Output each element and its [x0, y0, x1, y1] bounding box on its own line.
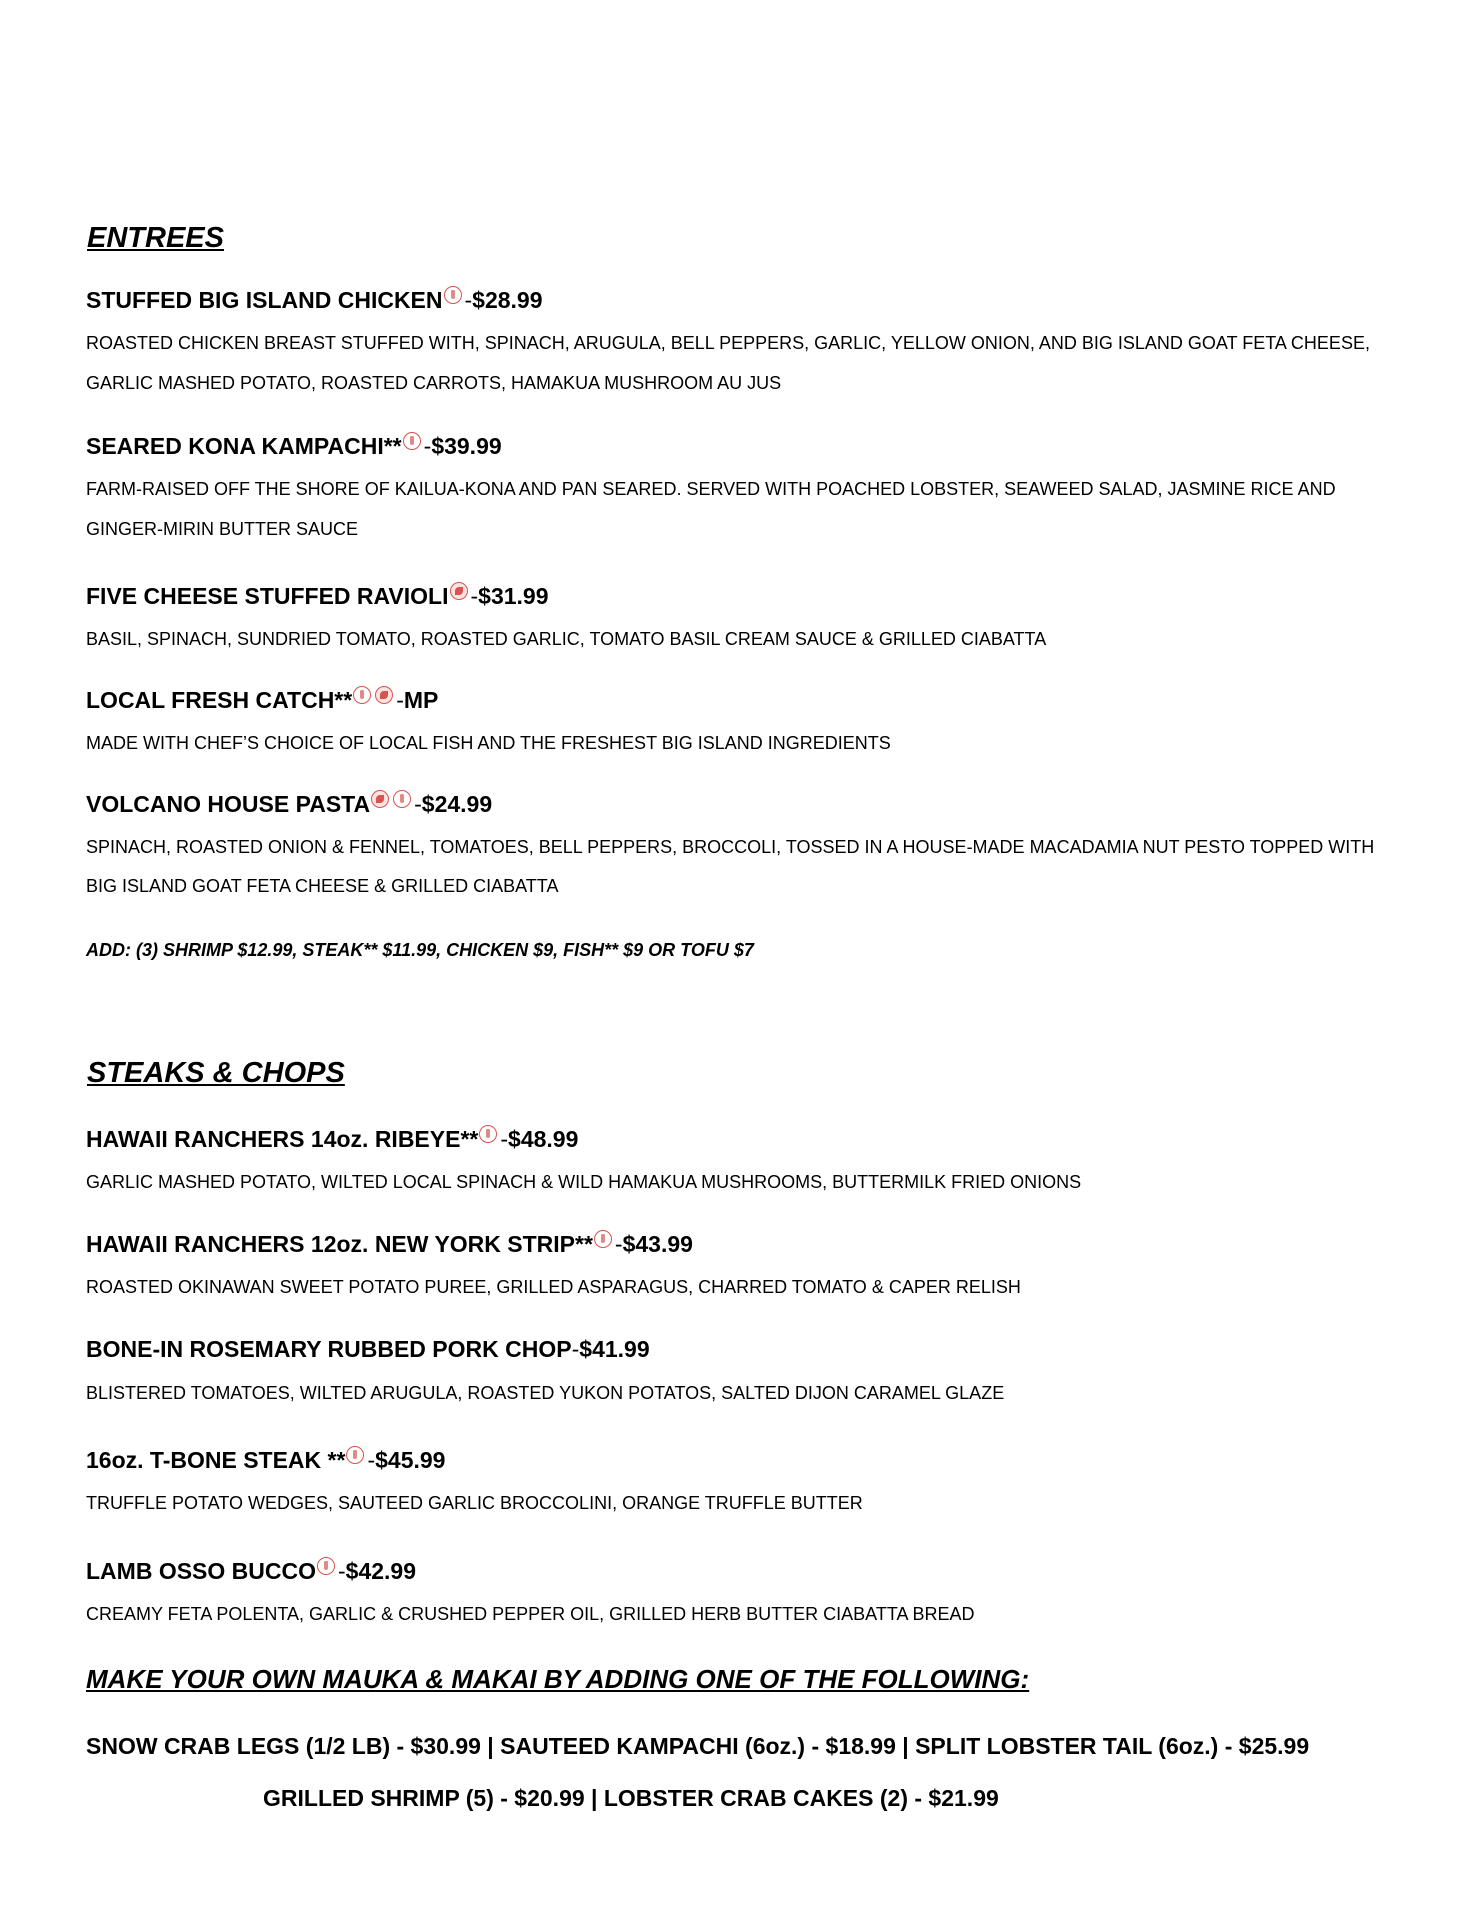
menu-item-title [86, 686, 438, 714]
section-title-entrees: ENTREES [87, 222, 224, 254]
item-price: $24.99 [421, 791, 493, 817]
item-description: MADE WITH CHEF’S CHOICE OF LOCAL FISH AND THE FRESHEST BIG ISLAND INGREDIENTS [86, 733, 891, 753]
item-name: SEARED KONA KAMPACHI** [86, 433, 402, 459]
price-separator: - [571, 1336, 580, 1362]
item-description: ROASTED CHICKEN BREAST STUFFED WITH, SPINACH, ARUGULA, BELL PEPPERS, GARLIC, YELLOW ONION, AND BIG ISLAND GOAT FETA CHEESE, [86, 333, 1370, 353]
item-price: $43.99 [622, 1231, 693, 1257]
price-separator: - [414, 791, 422, 817]
section-title-steaks: STEAKS & CHOPS [87, 1057, 345, 1089]
menu-item-title [86, 1557, 416, 1585]
item-description: TRUFFLE POTATO WEDGES, SAUTEED GARLIC BROCCOLINI, ORANGE TRUFFLE BUTTER [86, 1493, 863, 1513]
item-name: STUFFED BIG ISLAND CHICKEN [86, 287, 443, 313]
item-name: LAMB OSSO BUCCO [86, 1558, 316, 1584]
item-description: BIG ISLAND GOAT FETA CHEESE & GRILLED CIABATTA [86, 876, 559, 896]
item-description: GARLIC MASHED POTATO, WILTED LOCAL SPINACH & WILD HAMAKUA MUSHROOMS, BUTTERMILK FRIED ONIONS [86, 1172, 1082, 1192]
item-description: BASIL, SPINACH, SUNDRIED TOMATO, ROASTED GARLIC, TOMATO BASIL CREAM SAUCE & GRILLED CIABATTA [86, 629, 1047, 649]
menu-item-title [86, 790, 492, 818]
item-description: ROASTED OKINAWAN SWEET POTATO PUREE, GRILLED ASPARAGUS, CHARRED TOMATO & CAPER RELISH [86, 1277, 1021, 1297]
item-name: HAWAII RANCHERS 14oz. RIBEYE** [86, 1126, 479, 1152]
item-price: $31.99 [478, 583, 549, 609]
menu-item-title [86, 1230, 693, 1258]
item-price: $28.99 [472, 287, 543, 313]
price-separator: - [367, 1447, 376, 1473]
item-name: HAWAII RANCHERS 12oz. NEW YORK STRIP** [86, 1231, 593, 1257]
vegetarian-icon [450, 582, 468, 600]
price-separator: - [464, 287, 473, 313]
mauka-makai-options: GRILLED SHRIMP (5) - $20.99 | LOBSTER CRAB CAKES (2) - $21.99 [263, 1785, 999, 1811]
gluten-free-icon [403, 432, 421, 450]
price-separator: - [338, 1558, 346, 1584]
price-separator: - [500, 1126, 509, 1152]
add-ons-note: ADD: (3) SHRIMP $12.99, STEAK** $11.99, CHICKEN $9, FISH** $9 OR TOFU $7 [86, 940, 754, 960]
menu-item-title [86, 1125, 578, 1153]
gluten-free-icon [346, 1446, 364, 1464]
gluten-free-icon [353, 686, 371, 704]
item-price: $48.99 [508, 1126, 579, 1152]
item-description: GARLIC MASHED POTATO, ROASTED CARROTS, HAMAKUA MUSHROOM AU JUS [86, 373, 782, 393]
price-separator: - [396, 687, 404, 713]
item-price: $41.99 [579, 1336, 650, 1362]
menu-item-title [86, 286, 543, 314]
item-description: BLISTERED TOMATOES, WILTED ARUGULA, ROASTED YUKON POTATOS, SALTED DIJON CARAMEL GLAZE [86, 1383, 1005, 1403]
item-price: $39.99 [431, 433, 502, 459]
gluten-free-icon [479, 1125, 497, 1143]
gluten-free-icon [594, 1230, 612, 1248]
price-separator: - [614, 1231, 623, 1257]
menu-item-title [86, 432, 502, 460]
item-name: 16oz. T-BONE STEAK ** [86, 1447, 346, 1473]
menu-item-title [86, 1446, 445, 1474]
item-name: VOLCANO HOUSE PASTA [86, 791, 371, 817]
item-name: LOCAL FRESH CATCH** [86, 687, 353, 713]
price-separator: - [470, 583, 479, 609]
menu-item-title [86, 1336, 650, 1363]
price-separator: - [423, 433, 432, 459]
item-description: FARM-RAISED OFF THE SHORE OF KAILUA-KONA AND PAN SEARED. SERVED WITH POACHED LOBSTER, SEAWEED SALAD, JASMINE RICE AND [86, 479, 1336, 499]
vegetarian-icon [375, 686, 393, 704]
item-description: SPINACH, ROASTED ONION & FENNEL, TOMATOES, BELL PEPPERS, BROCCOLI, TOSSED IN A HOUSE-MADE MACADAMIA NUT PESTO TOPPED WITH [86, 837, 1375, 857]
item-description: CREAMY FETA POLENTA, GARLIC & CRUSHED PEPPER OIL, GRILLED HERB BUTTER CIABATTA BREAD [86, 1604, 975, 1624]
mauka-makai-options: SNOW CRAB LEGS (1/2 LB) - $30.99 | SAUTEED KAMPACHI (6oz.) - $18.99 | SPLIT LOBSTER TAIL (6oz.) - $25.99 [86, 1733, 1310, 1759]
vegetarian-icon [371, 790, 389, 808]
item-price: $45.99 [375, 1447, 446, 1473]
item-price: $42.99 [345, 1558, 417, 1584]
gluten-free-icon [393, 790, 411, 808]
item-name: BONE-IN ROSEMARY RUBBED PORK CHOP [86, 1336, 572, 1362]
gluten-free-icon [444, 286, 462, 304]
gluten-free-icon [317, 1557, 335, 1575]
item-description: GINGER-MIRIN BUTTER SAUCE [86, 519, 359, 539]
item-price: MP [403, 687, 439, 713]
item-name: FIVE CHEESE STUFFED RAVIOLI [86, 583, 449, 609]
mauka-makai-heading: MAKE YOUR OWN MAUKA & MAKAI BY ADDING ONE OF THE FOLLOWING: [86, 1664, 1030, 1694]
menu-item-title [86, 582, 549, 610]
